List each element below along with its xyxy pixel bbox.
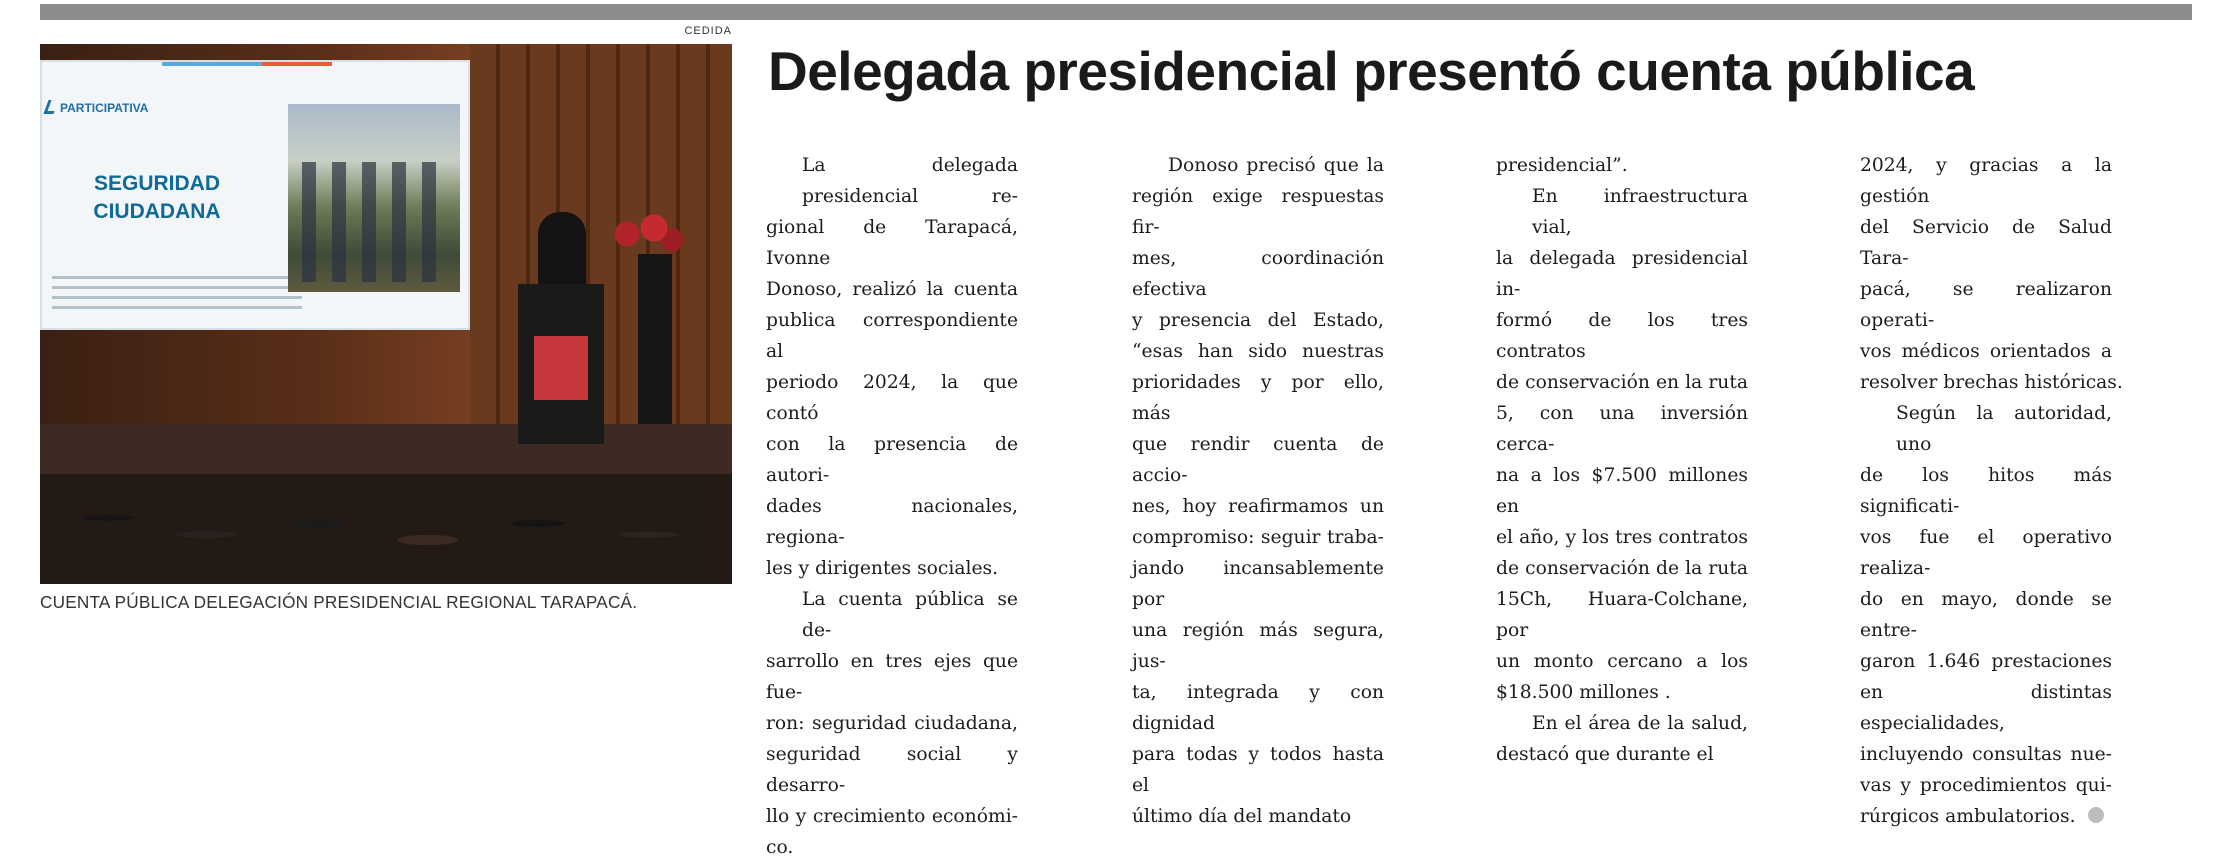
text-line: prioridades y por ello, más: [1132, 372, 1384, 424]
text-line: un monto cercano a los: [1496, 651, 1748, 672]
paragraph: [1860, 398, 2112, 832]
text-line: último día del mandato: [1132, 806, 1352, 827]
text-line: una región más segura, jus-: [1132, 620, 1384, 672]
text-line: para todas y todos hasta el: [1132, 744, 1384, 796]
article-column-2: [1132, 150, 1384, 832]
text-line: La delegada presidencial re-: [802, 155, 1018, 207]
text-line: formó de los tres contratos: [1496, 310, 1748, 362]
screen-logo: PARTICIPATIVA: [46, 100, 148, 115]
text-line: incluyendo consultas nue-: [1860, 744, 2112, 765]
paragraph: [766, 150, 1018, 584]
text-line: vos fue el operativo realiza-: [1860, 527, 2112, 579]
text-line: vas y procedimientos qui-: [1860, 775, 2112, 796]
text-line: el año, y los tres contratos: [1496, 527, 1748, 548]
photo-caption: CUENTA PÚBLICA DELEGACIÓN PRESIDENCIAL REGIONAL TARAPACÁ.: [40, 592, 638, 612]
article-column-4: [1860, 150, 2123, 832]
text-line: sarrollo en tres ejes que fue-: [766, 651, 1018, 703]
text-line: región exige respuestas fir-: [1132, 186, 1384, 238]
paragraph: [1132, 150, 1384, 832]
text-line: nes, hoy reafirmamos un: [1132, 496, 1384, 517]
text-line: periodo 2024, la que contó: [766, 372, 1018, 424]
flower-stand: [638, 254, 672, 424]
participativa-logo-icon: [43, 100, 58, 114]
text-line: La cuenta pública se de-: [802, 589, 1018, 641]
text-line: les y dirigentes sociales.: [766, 558, 999, 579]
projection-screen: [40, 60, 470, 330]
text-line: vos médicos orientados a: [1860, 341, 2112, 362]
text-line: dades nacionales, regiona-: [766, 496, 1018, 548]
text-line: publica correspondiente al: [766, 310, 1018, 362]
text-line: 15Ch, Huara-Colchane, por: [1496, 589, 1748, 641]
screen-title: SEGURIDAD CIUDADANA: [93, 172, 221, 223]
text-line: 2024, y gracias a la gestión: [1860, 155, 2112, 207]
paragraph: [766, 584, 1018, 863]
text-line: ron: seguridad ciudadana,: [766, 713, 1018, 734]
photo-credit: CEDIDA: [684, 25, 732, 37]
text-line: rúrgicos ambulatorios.: [1860, 801, 2112, 832]
paragraph: [1496, 150, 1748, 181]
paragraph: [1860, 150, 2123, 398]
text-line: del Servicio de Salud Tara-: [1860, 217, 2112, 269]
text-line: jando incansablemente por: [1132, 558, 1384, 610]
text-line: “esas han sido nuestras: [1132, 341, 1384, 362]
end-of-article-icon: [2088, 807, 2104, 823]
text-line: garon 1.646 prestaciones: [1860, 651, 2112, 672]
text-line: na a los $7.500 millones en: [1496, 465, 1748, 517]
text-line: de conservación de la ruta: [1496, 558, 1748, 579]
text-line: de conservación en la ruta: [1496, 372, 1748, 393]
text-line: Donoso precisó que la: [1168, 155, 1384, 176]
text-line: la delegada presidencial in-: [1496, 248, 1748, 300]
text-line: que rendir cuenta de accio-: [1132, 434, 1384, 486]
text-line: En infraestructura vial,: [1532, 186, 1748, 238]
paragraph: [1496, 708, 1748, 770]
text-line: con la presencia de autori-: [766, 434, 1018, 486]
text-line: y presencia del Estado,: [1132, 310, 1384, 331]
audience: [40, 474, 732, 584]
flowers: [600, 204, 690, 264]
podium-emblem: [534, 336, 588, 400]
text-line: En el área de la salud,: [1532, 713, 1748, 734]
text-line: do en mayo, donde se entre-: [1860, 589, 2112, 641]
article-photo: [40, 44, 732, 584]
top-rule: [40, 4, 2192, 20]
text-line: Donoso, realizó la cuenta: [766, 279, 1018, 300]
headline: Delegada presidencial presentó cuenta pública: [768, 40, 1975, 102]
article-column-1: [766, 150, 1018, 863]
text-line: resolver brechas históricas.: [1860, 372, 2123, 393]
text-line: llo y crecimiento económi-: [766, 806, 1018, 827]
text-line: $18.500 millones .: [1496, 682, 1671, 703]
text-line: compromiso: seguir traba-: [1132, 527, 1384, 548]
text-line: en distintas especialidades,: [1860, 682, 2112, 734]
text-line: mes, coordinación efectiva: [1132, 248, 1384, 300]
text-line: seguridad social y desarro-: [766, 744, 1018, 796]
text-line: de los hitos más significati-: [1860, 465, 2112, 517]
text-line: pacá, se realizaron operati-: [1860, 279, 2112, 331]
text-line: 5, con una inversión cerca-: [1496, 403, 1748, 455]
text-line: presidencial”.: [1496, 155, 1628, 176]
text-line: Según la autoridad, uno: [1896, 403, 2112, 455]
article-column-3: [1496, 150, 1748, 770]
paragraph: [1496, 181, 1748, 708]
text-line: ta, integrada y con dignidad: [1132, 682, 1384, 734]
screen-fine-print: [52, 276, 302, 310]
text-line: destacó que durante el: [1496, 744, 1714, 765]
text-line: co.: [766, 837, 794, 858]
text-line: gional de Tarapacá, Ivonne: [766, 217, 1018, 269]
